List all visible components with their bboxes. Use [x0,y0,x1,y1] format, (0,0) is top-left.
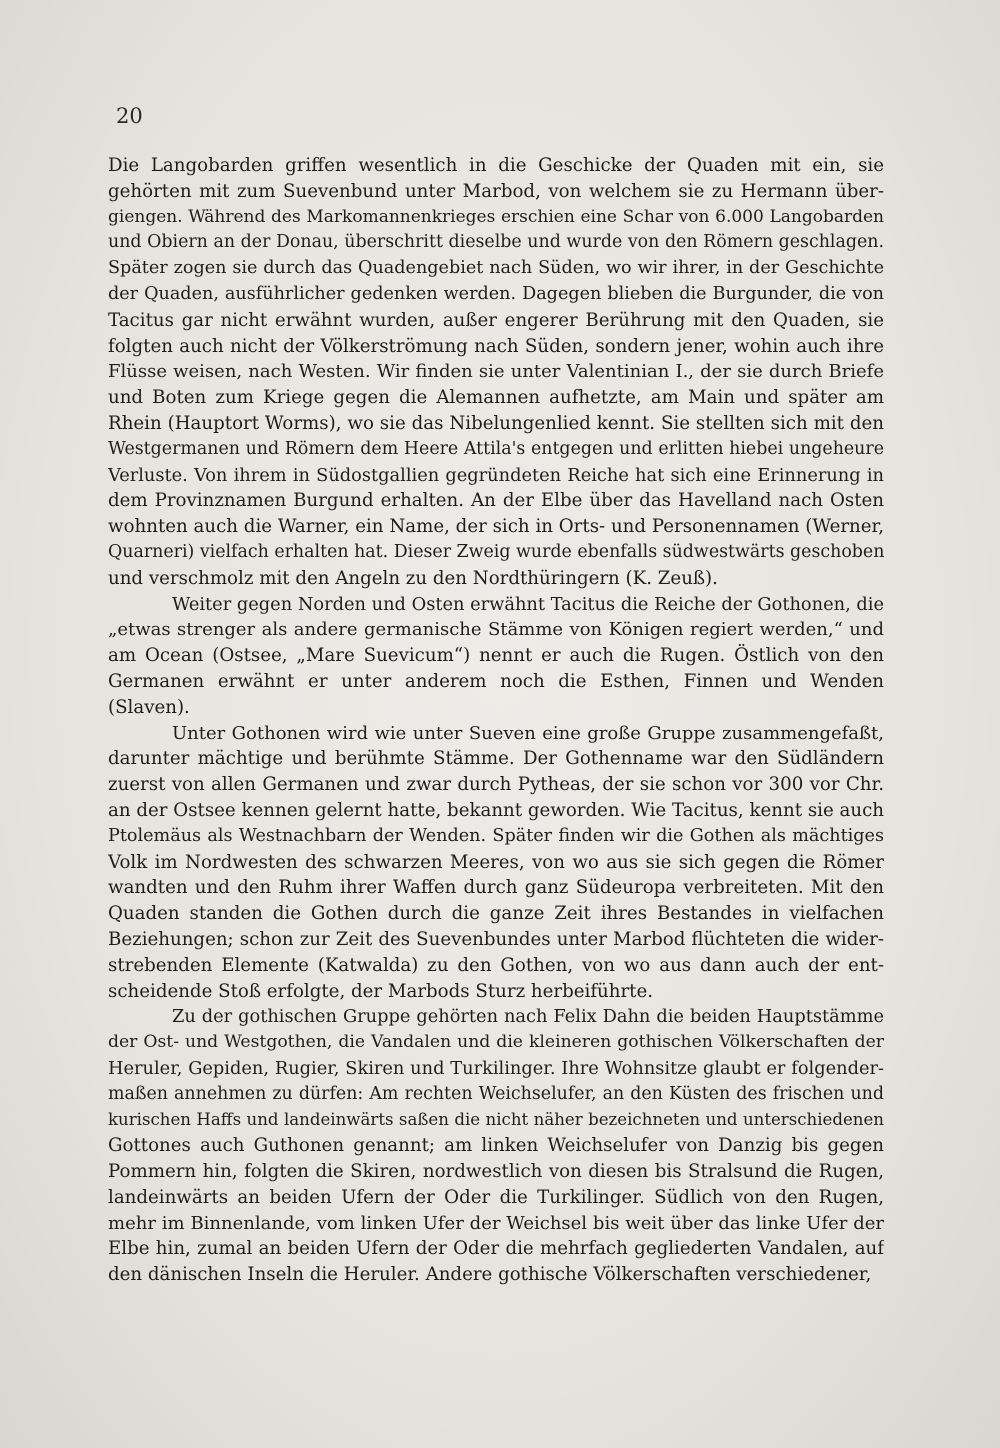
text-line: folgten auch nicht der Völkerströmung nach Süden, sondern jener, wohin auch ihre [108,335,884,357]
text-line: an der Ostsee kennen gelernt hatte, bekannt geworden. Wie Tacitus, kennt sie auch [108,799,884,821]
text-line: darunter mächtige und berühmte Stämme. Der Gothenname war den Südländern [108,748,884,770]
text-line: gehörten mit zum Suevenbund unter Marbod, von welchem sie zu Hermann über- [108,180,884,202]
text-line: Rhein (Hauptort Worms), wo sie das Nibelungenlied kennt. Sie stellten sich mit den [108,412,884,434]
text-line: Quarneri) vielfach erhalten hat. Dieser Zweig wurde ebenfalls südwestwärts geschoben [108,541,884,562]
text-line: dem Provinznamen Burgund erhalten. An der Elbe über das Havelland nach Osten [108,490,884,512]
text-line: Flüsse weisen, nach Westen. Wir finden sie unter Valentinian I., der sie durch Briefe [108,361,884,383]
text-line: giengen. Während des Markomannenkrieges erschien eine Schar von 6.000 Langobarden [108,206,884,227]
page-number: 20 [116,104,143,128]
text-line: Quaden standen die Gothen durch die ganze Zeit ihres Bestandes in vielfachen [108,903,884,925]
text-line: Die Langobarden griffen wesentlich in die Geschicke der Quaden mit ein, sie [108,155,884,176]
text-line: wandten und den Ruhm ihrer Waffen durch ganz Südeuropa verbreiteten. Mit den [108,877,884,899]
body-text [108,153,884,1288]
text-line: Westgermanen und Römern dem Heere Attila's entgegen und erlitten hiebei ungeheure [108,438,884,459]
text-line: Pommern hin, folgten die Skiren, nordwestlich von diesen bis Stralsund die Rugen, [108,1161,884,1183]
paragraph [108,721,884,1005]
text-line: landeinwärts an beiden Ufern der Oder die Turkilinger. Südlich von den Rugen, [108,1186,884,1208]
text-line: strebenden Elemente (Katwalda) zu den Gothen, von wo aus dann auch der ent- [108,954,884,976]
text-line: den dänischen Inseln die Heruler. Andere gothische Völkerschaften verschiedener, [108,1264,872,1286]
text-line: der Quaden, ausführlicher gedenken werden. Dagegen blieben die Burgunder, die von [108,283,884,304]
text-line: „etwas strenger als andere germanische Stämme von Königen regiert werden,“ und [108,619,884,641]
text-line: wohnten auch die Warner, ein Name, der sich in Orts- und Personennamen (Werner, [108,516,884,538]
text-line: zuerst von allen Germanen und zwar durch Pytheas, der sie schon vor 300 vor Chr. [108,774,884,796]
text-line: am Ocean (Ostsee, „Mare Suevicum“) nennt er auch die Rugen. Östlich von den [108,645,884,667]
text-line: Heruler, Gepiden, Rugier, Skiren und Turkilinger. Ihre Wohnsitze glaubt er folgender- [108,1057,884,1079]
text-line: kurischen Haffs und landeinwärts saßen die nicht näher bezeichneten und unterschiedenen [108,1110,884,1130]
text-line: der Ost- und Westgothen, die Vandalen und die kleineren gothischen Völkerschaften der [108,1032,884,1053]
text-line: Beziehungen; schon zur Zeit des Suevenbundes unter Marbod flüchteten die wider- [108,928,884,950]
text-line: Weiter gegen Norden und Osten erwähnt Tacitus die Reiche der Gothonen, die [172,593,884,615]
text-line: und verschmolz mit den Angeln zu den Nordthüringern (K. Zeuß). [108,567,718,589]
text-line: Volk im Nordwesten des schwarzen Meeres, von wo aus sie sich gegen die Römer [108,851,884,873]
text-line: Germanen erwähnt er unter anderem noch die Esthen, Finnen und Wenden [108,670,884,692]
text-line: Tacitus gar nicht erwähnt wurden, außer engerer Berührung mit den Quaden, sie [108,309,884,331]
text-line: Zu der gothischen Gruppe gehörten nach Felix Dahn die beiden Hauptstämme [172,1006,884,1028]
text-line: maßen annehmen zu dürfen: Am rechten Weichselufer, an den Küsten des frischen und [108,1083,884,1104]
text-line: scheidende Stoß erfolgte, der Marbods Sturz herbeiführte. [108,980,654,1002]
text-line: Gottones auch Guthonen genannt; am linken Weichselufer von Danzig bis gegen [108,1135,884,1157]
text-line: und Boten zum Kriege gegen die Alemannen aufhetzte, am Main und später am [108,387,884,409]
paragraph [108,592,884,721]
text-line: Ptolemäus als Westnachbarn der Wenden. Später finden wir die Gothen als mächtiges [108,825,884,846]
text-line: Verluste. Von ihrem in Südostgallien gegründeten Reiche hat sich eine Erinnerung in [108,464,884,486]
text-line: Unter Gothonen wird wie unter Sueven eine große Gruppe zusammengefaßt, [172,722,884,744]
text-line: mehr im Binnenlande, vom linken Ufer der Weichsel bis weit über das linke Ufer der [108,1212,884,1234]
paragraph [108,1004,884,1288]
text-line: (Slaven). [108,696,190,718]
text-line: und Obiern an der Donau, überschritt dieselbe und wurde von den Römern geschlagen. [108,232,884,253]
text-line: Später zogen sie durch das Quadengebiet nach Süden, wo wir ihrer, in der Geschichte [108,258,884,279]
text-line: Elbe hin, zumal an beiden Ufern der Oder die mehrfach gegliederten Vandalen, auf [108,1238,884,1260]
paragraph [108,153,884,592]
